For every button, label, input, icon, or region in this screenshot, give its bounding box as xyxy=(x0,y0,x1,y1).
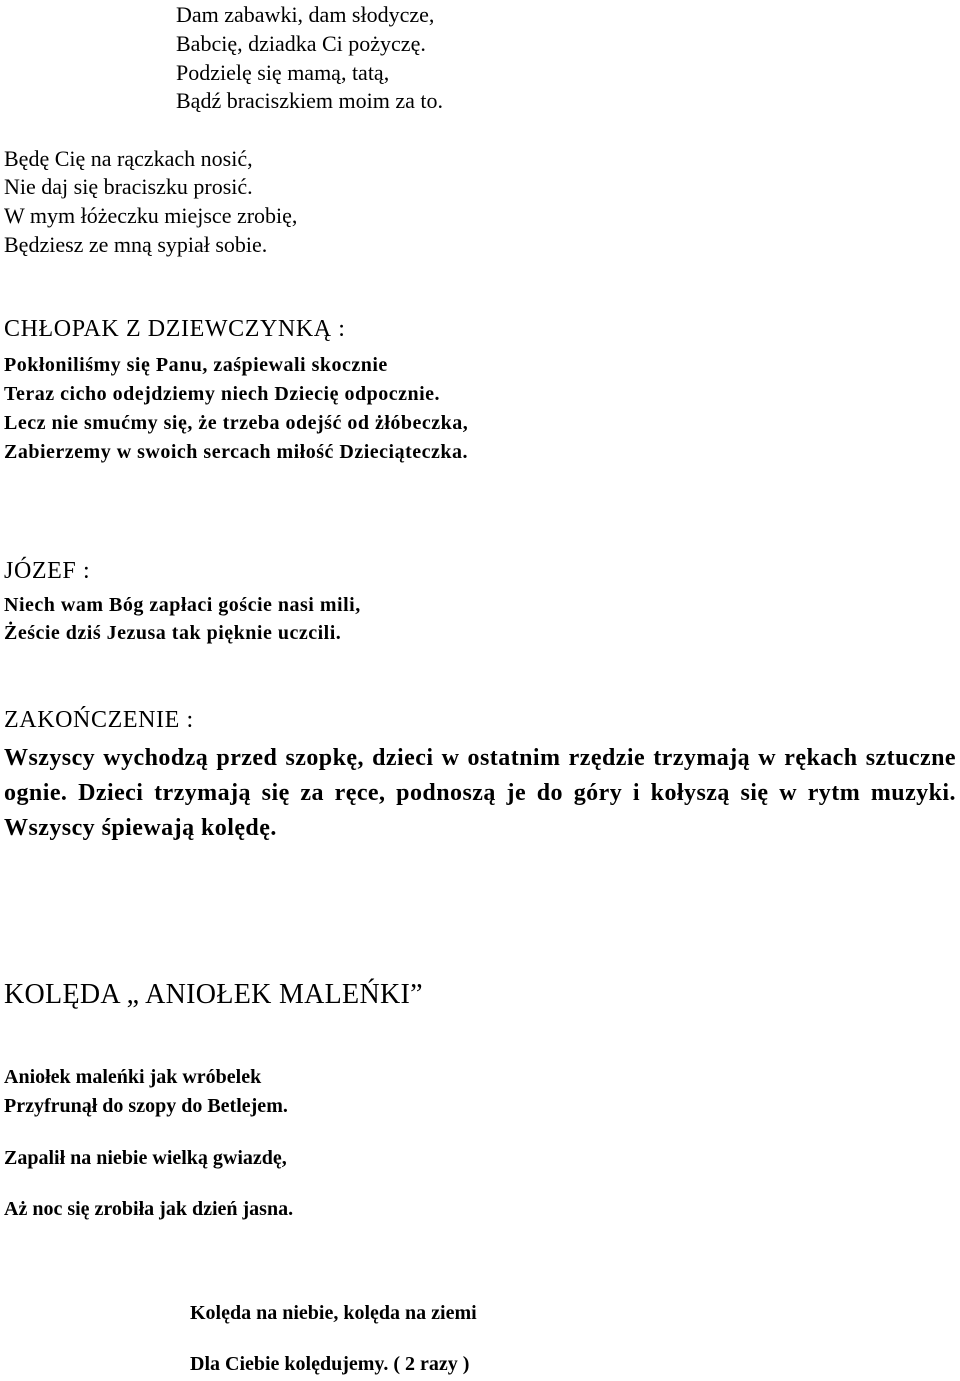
dialogue-line: Teraz cicho odejdziemy niech Dziecię odpocznie. xyxy=(4,383,440,405)
speaker-heading: ZAKOŃCZENIE : xyxy=(4,707,194,733)
stanza-line: Bądź braciszkiem moim za to. xyxy=(176,88,443,113)
speaker-heading: CHŁOPAK Z DZIEWCZYNKĄ : xyxy=(4,316,346,342)
stage-direction-paragraph: Wszyscy wychodzą przed szopkę, dzieci w ostatnim rzędzie trzymają w rękach sztuczne ognie. Dzieci trzymają się za ręce, podnoszą je do góry i kołyszą się w rytm muzyki. Wszyscy śpiewają kolędę. xyxy=(4,745,956,841)
stanza-line: Dam zabawki, dam słodycze, xyxy=(176,2,435,27)
dialogue-line: Żeście dziś Jezusa tak pięknie uczcili. xyxy=(4,622,342,644)
stanza-line: Nie daj się braciszku prosić. xyxy=(4,174,253,199)
carol-title: KOLĘDA „ ANIOŁEK MALEŃKI” xyxy=(4,979,423,1010)
carol-verse-line: Przyfrunął do szopy do Betlejem. xyxy=(4,1095,288,1117)
dialogue-line: Zabierzemy w swoich sercach miłość Dzieciąteczka. xyxy=(4,441,469,463)
speaker-heading: JÓZEF : xyxy=(4,558,91,584)
carol-refrain-line: Dla Ciebie kolędujemy. ( 2 razy ) xyxy=(190,1353,470,1375)
carol-verse-line: Aniołek maleńki jak wróbelek xyxy=(4,1066,262,1088)
carol-verse-line: Zapalił na niebie wielką gwiazdę, xyxy=(4,1147,287,1169)
dialogue-line: Pokłoniliśmy się Panu, zaśpiewali skocznie xyxy=(4,354,388,376)
stanza-line: Będziesz ze mną sypiał sobie. xyxy=(4,232,268,257)
stanza-line: Będę Cię na rączkach nosić, xyxy=(4,146,253,171)
stanza-line: W mym łóżeczku miejsce zrobię, xyxy=(4,203,298,228)
carol-refrain-line: Kolęda na niebie, kolęda na ziemi xyxy=(190,1302,477,1324)
stanza-line: Podzielę się mamą, tatą, xyxy=(176,60,390,85)
stanza-line: Babcię, dziadka Ci pożyczę. xyxy=(176,31,426,56)
dialogue-line: Lecz nie smućmy się, że trzeba odejść od żłóbeczka, xyxy=(4,412,469,434)
dialogue-line: Niech wam Bóg zapłaci goście nasi mili, xyxy=(4,594,361,616)
carol-verse-line: Aż noc się zrobiła jak dzień jasna. xyxy=(4,1198,294,1220)
